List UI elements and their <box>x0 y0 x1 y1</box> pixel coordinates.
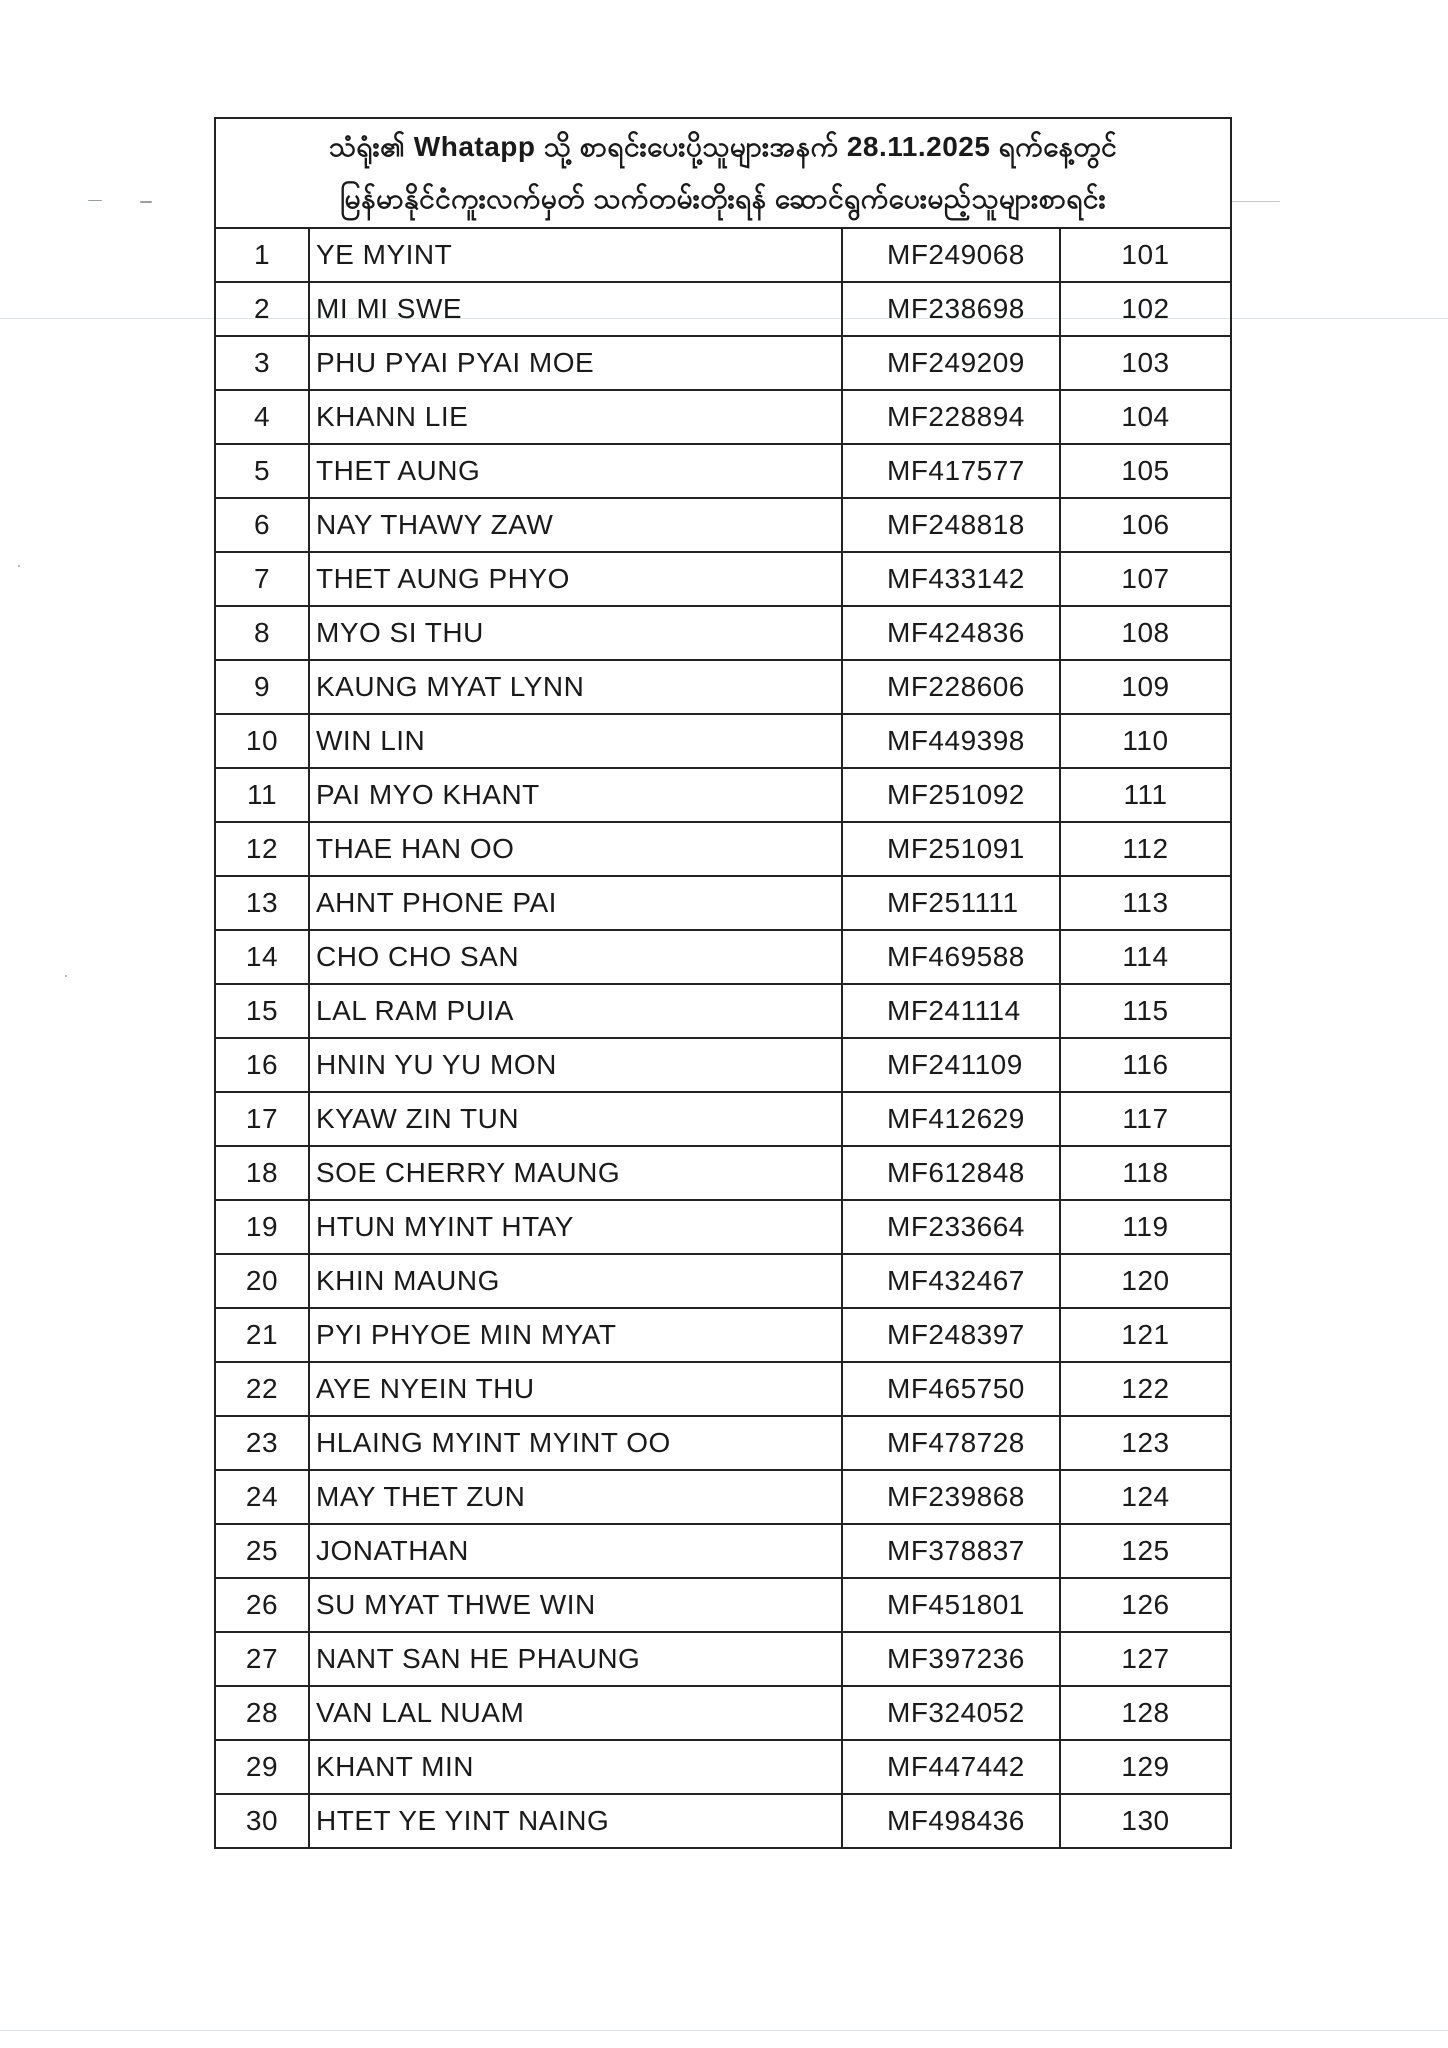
passport-number: MF249068 <box>842 228 1060 282</box>
queue-number: 104 <box>1060 390 1231 444</box>
row-number: 28 <box>215 1686 309 1740</box>
table-row <box>215 876 1231 930</box>
passport-number: MF251092 <box>842 768 1060 822</box>
passport-number: MF447442 <box>842 1740 1060 1794</box>
person-name: SU MYAT THWE WIN <box>309 1578 842 1632</box>
table-row <box>215 1686 1231 1740</box>
person-name: KAUNG MYAT LYNN <box>309 660 842 714</box>
queue-number: 119 <box>1060 1200 1231 1254</box>
passport-number: MF433142 <box>842 552 1060 606</box>
person-name: KHANT MIN <box>309 1740 842 1794</box>
heading-line-2: မြန်မာနိုင်ငံကူးလက်မှတ် သက်တမ်းတိုးရန် ဆောင်ရွက်ပေးမည့်သူများစာရင်း <box>339 183 1107 214</box>
person-name: PHU PYAI PYAI MOE <box>309 336 842 390</box>
row-number: 24 <box>215 1470 309 1524</box>
row-number: 6 <box>215 498 309 552</box>
table-row <box>215 822 1231 876</box>
queue-number: 108 <box>1060 606 1231 660</box>
person-name: CHO CHO SAN <box>309 930 842 984</box>
passport-number: MF241109 <box>842 1038 1060 1092</box>
person-name: HTUN MYINT HTAY <box>309 1200 842 1254</box>
row-number: 5 <box>215 444 309 498</box>
queue-number: 102 <box>1060 282 1231 336</box>
queue-number: 124 <box>1060 1470 1231 1524</box>
person-name: AHNT PHONE PAI <box>309 876 842 930</box>
row-number: 8 <box>215 606 309 660</box>
table-row <box>215 336 1231 390</box>
scan-speck <box>88 200 102 201</box>
row-number: 7 <box>215 552 309 606</box>
passport-number: MF451801 <box>842 1578 1060 1632</box>
passport-number: MF417577 <box>842 444 1060 498</box>
row-number: 20 <box>215 1254 309 1308</box>
row-number: 16 <box>215 1038 309 1092</box>
passport-number: MF478728 <box>842 1416 1060 1470</box>
person-name: KYAW ZIN TUN <box>309 1092 842 1146</box>
table-row <box>215 282 1231 336</box>
person-name: SOE CHERRY MAUNG <box>309 1146 842 1200</box>
row-number: 21 <box>215 1308 309 1362</box>
table-row <box>215 984 1231 1038</box>
passport-number: MF228606 <box>842 660 1060 714</box>
person-name: AYE NYEIN THU <box>309 1362 842 1416</box>
passport-number: MF378837 <box>842 1524 1060 1578</box>
table-row <box>215 498 1231 552</box>
row-number: 25 <box>215 1524 309 1578</box>
table-row <box>215 1470 1231 1524</box>
table-row <box>215 444 1231 498</box>
row-number: 17 <box>215 1092 309 1146</box>
table-row <box>215 1524 1231 1578</box>
row-number: 14 <box>215 930 309 984</box>
table-row <box>215 1632 1231 1686</box>
queue-number: 122 <box>1060 1362 1231 1416</box>
passport-number: MF612848 <box>842 1146 1060 1200</box>
person-name: JONATHAN <box>309 1524 842 1578</box>
queue-number: 129 <box>1060 1740 1231 1794</box>
scan-speck <box>140 201 152 203</box>
queue-number: 107 <box>1060 552 1231 606</box>
row-number: 29 <box>215 1740 309 1794</box>
table-row <box>215 1308 1231 1362</box>
scan-artifact-line <box>0 2030 1448 2031</box>
row-number: 4 <box>215 390 309 444</box>
row-number: 30 <box>215 1794 309 1848</box>
passport-number: MF465750 <box>842 1362 1060 1416</box>
person-name: HLAING MYINT MYINT OO <box>309 1416 842 1470</box>
table-row <box>215 1038 1231 1092</box>
row-number: 22 <box>215 1362 309 1416</box>
table-header-row <box>215 118 1231 228</box>
queue-number: 126 <box>1060 1578 1231 1632</box>
queue-number: 118 <box>1060 1146 1231 1200</box>
queue-number: 130 <box>1060 1794 1231 1848</box>
table-row <box>215 552 1231 606</box>
queue-number: 114 <box>1060 930 1231 984</box>
passport-number: MF251111 <box>842 876 1060 930</box>
heading-line-1: သံရုံး၏ Whatapp သို့ စာရင်းပေးပို့သူများအနက် 28.11.2025 ရက်နေ့တွင် <box>328 131 1118 162</box>
person-name: YE MYINT <box>309 228 842 282</box>
table-row <box>215 390 1231 444</box>
person-name: WIN LIN <box>309 714 842 768</box>
row-number: 27 <box>215 1632 309 1686</box>
person-name: PYI PHYOE MIN MYAT <box>309 1308 842 1362</box>
row-number: 12 <box>215 822 309 876</box>
table-row <box>215 930 1231 984</box>
table-row <box>215 1254 1231 1308</box>
passport-number: MF239868 <box>842 1470 1060 1524</box>
queue-number: 115 <box>1060 984 1231 1038</box>
person-name: THET AUNG PHYO <box>309 552 842 606</box>
table-row <box>215 714 1231 768</box>
person-name: KHIN MAUNG <box>309 1254 842 1308</box>
passport-number: MF238698 <box>842 282 1060 336</box>
table-row <box>215 1578 1231 1632</box>
queue-number: 117 <box>1060 1092 1231 1146</box>
row-number: 13 <box>215 876 309 930</box>
table-row <box>215 660 1231 714</box>
queue-number: 125 <box>1060 1524 1231 1578</box>
table-row <box>215 1092 1231 1146</box>
row-number: 1 <box>215 228 309 282</box>
queue-number: 113 <box>1060 876 1231 930</box>
passport-number: MF424836 <box>842 606 1060 660</box>
passport-number: MF248818 <box>842 498 1060 552</box>
table-row <box>215 606 1231 660</box>
passport-number: MF241114 <box>842 984 1060 1038</box>
person-name: MI MI SWE <box>309 282 842 336</box>
queue-number: 127 <box>1060 1632 1231 1686</box>
person-name: HTET YE YINT NAING <box>309 1794 842 1848</box>
passport-number: MF449398 <box>842 714 1060 768</box>
row-number: 10 <box>215 714 309 768</box>
row-number: 9 <box>215 660 309 714</box>
queue-number: 128 <box>1060 1686 1231 1740</box>
queue-number: 101 <box>1060 228 1231 282</box>
document-heading <box>215 118 1231 228</box>
scan-speck <box>1230 201 1280 202</box>
queue-number: 121 <box>1060 1308 1231 1362</box>
person-name: MYO SI THU <box>309 606 842 660</box>
queue-number: 109 <box>1060 660 1231 714</box>
table-row <box>215 768 1231 822</box>
passport-number: MF397236 <box>842 1632 1060 1686</box>
table-row <box>215 228 1231 282</box>
scan-speck <box>65 975 67 977</box>
passport-number: MF498436 <box>842 1794 1060 1848</box>
passport-number: MF248397 <box>842 1308 1060 1362</box>
person-name: LAL RAM PUIA <box>309 984 842 1038</box>
queue-number: 105 <box>1060 444 1231 498</box>
queue-number: 123 <box>1060 1416 1231 1470</box>
row-number: 11 <box>215 768 309 822</box>
passport-number: MF432467 <box>842 1254 1060 1308</box>
person-name: NAY THAWY ZAW <box>309 498 842 552</box>
table-row <box>215 1416 1231 1470</box>
row-number: 23 <box>215 1416 309 1470</box>
row-number: 2 <box>215 282 309 336</box>
passport-number: MF324052 <box>842 1686 1060 1740</box>
person-name: THET AUNG <box>309 444 842 498</box>
passport-number: MF412629 <box>842 1092 1060 1146</box>
row-number: 15 <box>215 984 309 1038</box>
queue-number: 106 <box>1060 498 1231 552</box>
person-name: NANT SAN HE PHAUNG <box>309 1632 842 1686</box>
passport-number: MF251091 <box>842 822 1060 876</box>
queue-number: 120 <box>1060 1254 1231 1308</box>
table-row <box>215 1740 1231 1794</box>
passport-number: MF228894 <box>842 390 1060 444</box>
person-name: THAE HAN OO <box>309 822 842 876</box>
row-number: 18 <box>215 1146 309 1200</box>
table-row <box>215 1362 1231 1416</box>
queue-number: 111 <box>1060 768 1231 822</box>
person-name: KHANN LIE <box>309 390 842 444</box>
table-row <box>215 1200 1231 1254</box>
person-name: PAI MYO KHANT <box>309 768 842 822</box>
table-row <box>215 1146 1231 1200</box>
scan-speck <box>18 565 20 567</box>
queue-number: 112 <box>1060 822 1231 876</box>
person-name: MAY THET ZUN <box>309 1470 842 1524</box>
person-name: VAN LAL NUAM <box>309 1686 842 1740</box>
person-name: HNIN YU YU MON <box>309 1038 842 1092</box>
passport-renewal-table <box>214 117 1232 1849</box>
queue-number: 103 <box>1060 336 1231 390</box>
passport-number: MF233664 <box>842 1200 1060 1254</box>
row-number: 3 <box>215 336 309 390</box>
row-number: 19 <box>215 1200 309 1254</box>
queue-number: 110 <box>1060 714 1231 768</box>
row-number: 26 <box>215 1578 309 1632</box>
passport-number: MF249209 <box>842 336 1060 390</box>
passport-number: MF469588 <box>842 930 1060 984</box>
table-row <box>215 1794 1231 1848</box>
queue-number: 116 <box>1060 1038 1231 1092</box>
